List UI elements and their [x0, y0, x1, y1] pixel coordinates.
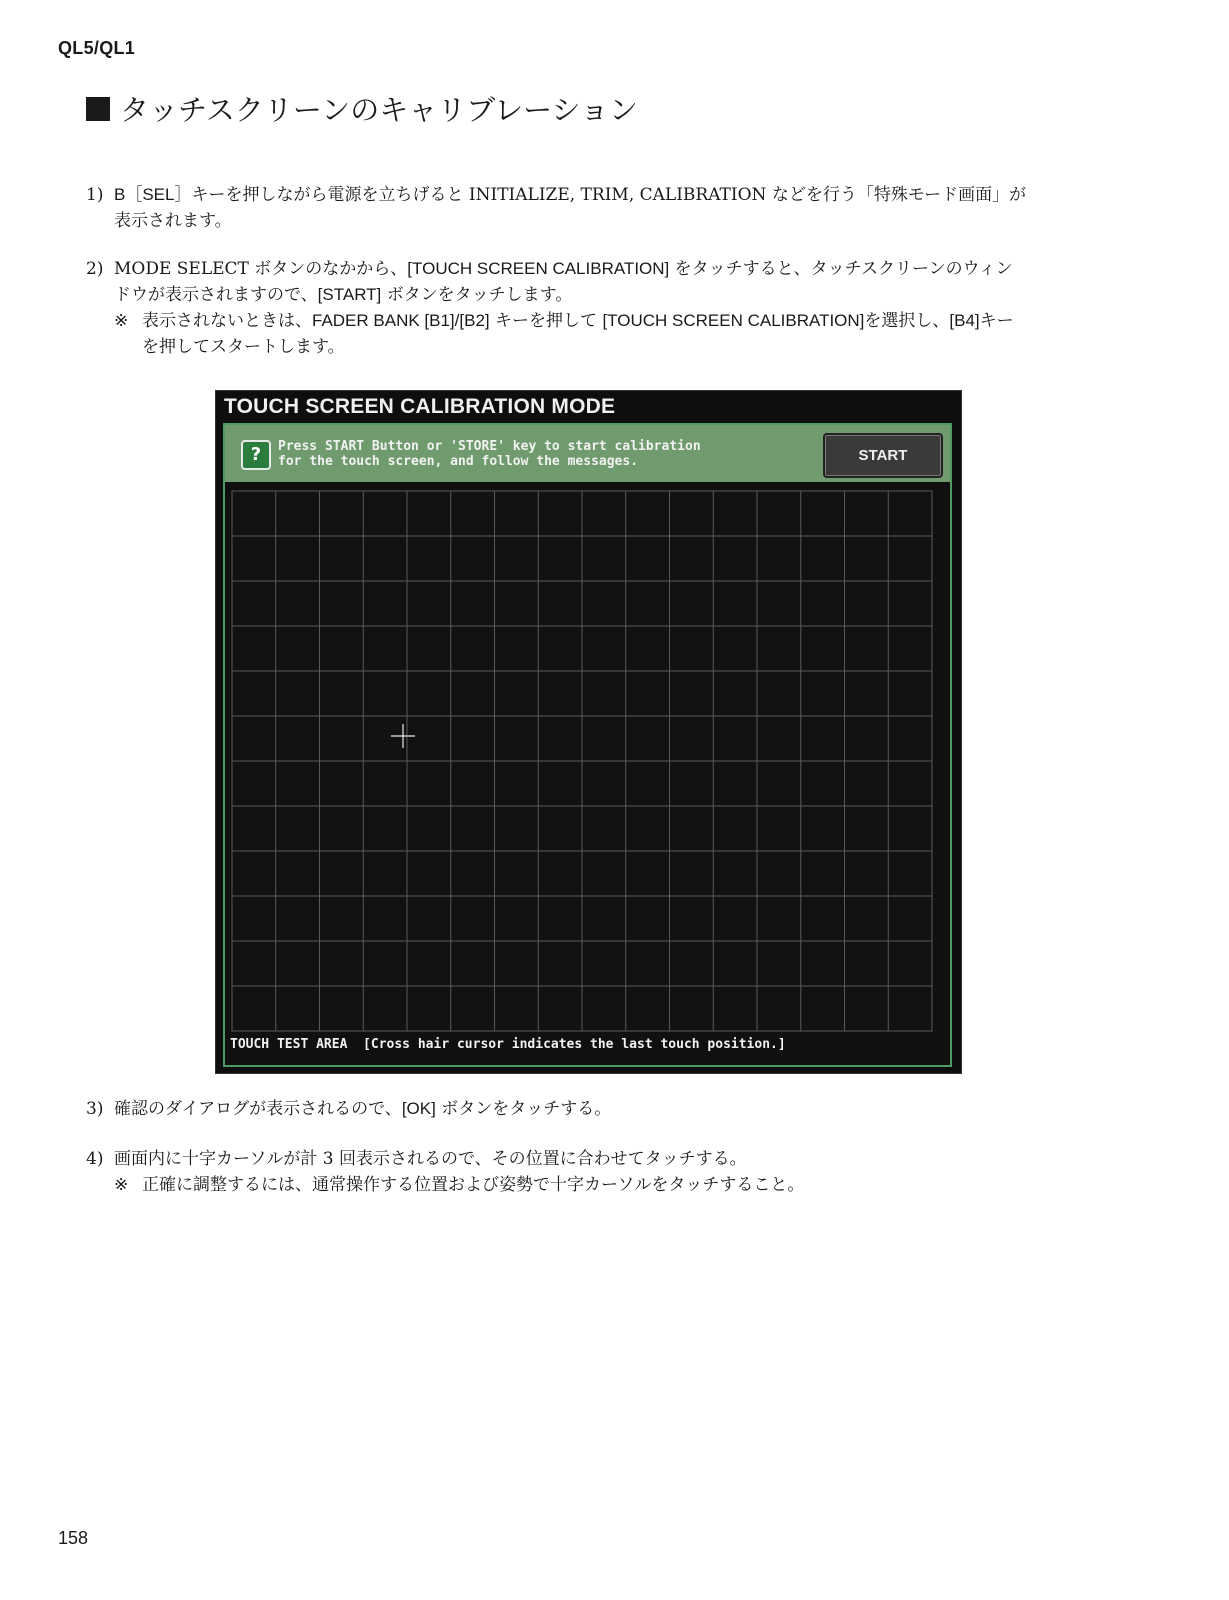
note-text: キー: [979, 311, 1014, 331]
step-text: ドウが表示されますので、: [114, 285, 318, 305]
note-text: を選択し、: [864, 311, 950, 331]
touch-test-area[interactable]: [230, 489, 945, 1034]
step-note: [114, 1172, 1106, 1198]
b4-key-ref: [B4]: [949, 311, 980, 330]
step-text: ボタンをタッチします。: [386, 285, 573, 305]
section-title-text: タッチスクリーンのキャリブレーション: [120, 93, 638, 127]
step-3: [86, 1096, 1106, 1122]
calibration-panel: [223, 423, 952, 1067]
message-line-1: Press START Button or 'STORE' key to start calibration: [278, 439, 701, 454]
sel-key-label: B［SEL］: [114, 185, 192, 204]
step-text: 画面内に十字カーソルが計 3 回表示されるので、その位置に合わせてタッチする。: [114, 1149, 747, 1169]
message-bar: [225, 425, 950, 482]
step-text: MODE SELECT ボタンのなかから、: [114, 259, 408, 279]
step-note: [114, 308, 1106, 360]
note-text: 正確に調整するには、通常操作する位置および姿勢で十字カーソルをタッチすること。: [142, 1175, 805, 1195]
step-text: キーを押しながら電源を立ちげると INITIALIZE, TRIM, CALIBRATION などを行う「特殊モード画面」が: [191, 185, 1027, 205]
step-number: 1): [86, 185, 104, 205]
note-text: 表示されないときは、: [142, 311, 312, 331]
touch-test-caption: TOUCH TEST AREA [Cross hair cursor indicates the last touch position.]: [230, 1037, 786, 1052]
instruction-message: [278, 439, 701, 469]
document-model-header: QL5/QL1: [58, 38, 136, 58]
step-4: [86, 1146, 1106, 1198]
step-text: 表示されます。: [114, 211, 232, 231]
step-text: 確認のダイアログが表示されるので、: [114, 1099, 402, 1119]
fader-bank-ref: FADER BANK [B1]/[B2]: [312, 311, 490, 330]
section-title: [86, 88, 638, 129]
step-number: 3): [86, 1099, 104, 1119]
note-mark: ※: [114, 1175, 129, 1195]
step-2: [86, 256, 1106, 360]
window-title: TOUCH SCREEN CALIBRATION MODE: [224, 395, 616, 418]
step-1: [86, 182, 1106, 234]
note-mark: ※: [114, 311, 129, 331]
start-button[interactable]: START: [823, 433, 943, 478]
touch-screen-calibration-ref: [TOUCH SCREEN CALIBRATION]: [602, 311, 865, 330]
touch-screen-calibration-ref: [TOUCH SCREEN CALIBRATION]: [407, 259, 670, 278]
message-line-2: for the touch screen, and follow the messages.: [278, 454, 639, 469]
start-ref: [START]: [317, 285, 382, 304]
step-number: 2): [86, 259, 104, 279]
note-text: を押してスタートします。: [142, 337, 345, 357]
page-number: 158: [58, 1528, 89, 1548]
step-text: をタッチすると、タッチスクリーンのウィン: [674, 259, 1013, 279]
help-question-icon: ?: [241, 440, 271, 470]
touch-screen-calibration-window: [215, 390, 962, 1074]
note-text: キーを押して: [495, 311, 598, 331]
section-square-icon: [86, 97, 110, 121]
ok-ref: [OK]: [401, 1099, 436, 1118]
step-text: ボタンをタッチする。: [441, 1099, 612, 1119]
step-number: 4): [86, 1149, 104, 1169]
